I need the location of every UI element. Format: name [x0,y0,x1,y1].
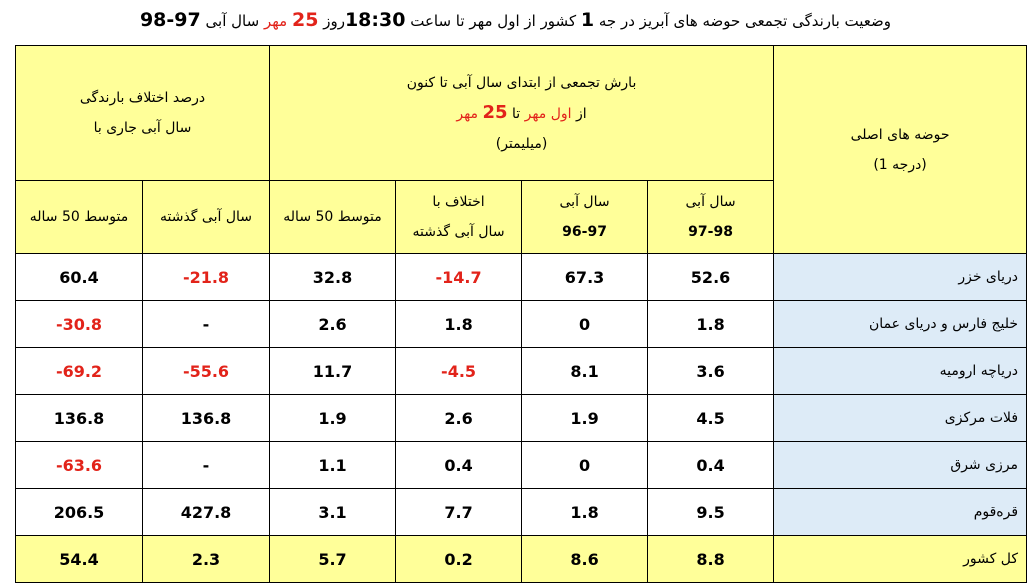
cell-pct-avg: -63.6 [16,442,143,489]
basin-name: دریاچه ارومیه [774,348,1027,395]
col-header-previous-year: سال آبی 96-97 [522,181,648,254]
rain-header-unit: (میلیمتر) [495,135,548,152]
cell-pct-avg: 206.5 [16,489,143,536]
title-text-3: روز [323,12,345,30]
basin-header-title: حوضه های اصلی [850,126,950,143]
rain-header-line1: بارش تجمعی از ابتدای سال آبی تا کنون [406,74,637,91]
basin-name: دریای خزر [774,254,1027,301]
col-header-avg: متوسط 50 ساله [270,181,396,254]
cell-previous: 0 [522,301,648,348]
cell-current: 52.6 [648,254,774,301]
table-row [16,254,1027,301]
cell-previous: 1.8 [522,489,648,536]
cell-avg: 1.1 [270,442,396,489]
cell-diff: 2.6 [396,395,522,442]
rain-header [270,46,774,181]
cell-pct-prev: - [143,301,270,348]
cell-pct-avg: 136.8 [16,395,143,442]
title-text-1: وضعیت بارندگی تجمعی حوضه های آبریز در جه [598,12,892,30]
col-header-pct-avg: متوسط 50 ساله [16,181,143,254]
cell-pct-prev: 136.8 [143,395,270,442]
title-time: 18:30 [344,9,406,31]
cell-current: 9.5 [648,489,774,536]
cell-avg: 5.7 [270,536,396,583]
basin-name: مرزی شرق [774,442,1027,489]
cell-current: 4.5 [648,395,774,442]
cell-pct-avg: -69.2 [16,348,143,395]
title-degree: 1 [580,9,595,31]
rainfall-table [15,45,1027,583]
rain-header-line2: از اول مهر تا 25 مهر [456,101,587,123]
table-row [16,301,1027,348]
col-header-current-year: سال آبی 97-98 [648,181,774,254]
cell-avg: 1.9 [270,395,396,442]
title-month: مهر [263,12,288,30]
cell-previous: 1.9 [522,395,648,442]
pct-header-line2: سال آبی جاری با [93,120,192,136]
cell-pct-prev: 427.8 [143,489,270,536]
cell-pct-avg: -30.8 [16,301,143,348]
basin-name: قره‌قوم [774,489,1027,536]
table-row [16,348,1027,395]
col-header-diff: اختلاف با سال آبی گذشته [396,181,522,254]
cell-avg: 2.6 [270,301,396,348]
cell-pct-prev: - [143,442,270,489]
cell-pct-prev: -21.8 [143,254,270,301]
col-header-pct-prev: سال آبی گذشته [143,181,270,254]
cell-diff: 7.7 [396,489,522,536]
cell-pct-prev: -55.6 [143,348,270,395]
cell-diff: 1.8 [396,301,522,348]
table-row [16,395,1027,442]
cell-pct-avg: 54.4 [16,536,143,583]
cell-previous: 8.1 [522,348,648,395]
basin-name: کل کشور [774,536,1027,583]
cell-avg: 11.7 [270,348,396,395]
title-text-2: کشور از اول مهر تا ساعت [410,12,577,30]
title-text-4: سال آبی [205,12,260,30]
basin-header-sub: (درجه 1) [873,156,927,173]
cell-previous: 67.3 [522,254,648,301]
total-row [16,536,1027,583]
basin-name: فلات مرکزی [774,395,1027,442]
cell-current: 8.8 [648,536,774,583]
cell-current: 3.6 [648,348,774,395]
cell-avg: 3.1 [270,489,396,536]
basin-header [774,46,1027,254]
cell-previous: 0 [522,442,648,489]
cell-diff: -14.7 [396,254,522,301]
cell-diff: -4.5 [396,348,522,395]
pct-header [16,46,270,181]
cell-avg: 32.8 [270,254,396,301]
cell-diff: 0.2 [396,536,522,583]
pct-header-line1: درصد اختلاف بارندگی [79,90,206,106]
cell-diff: 0.4 [396,442,522,489]
cell-current: 0.4 [648,442,774,489]
cell-pct-prev: 2.3 [143,536,270,583]
cell-current: 1.8 [648,301,774,348]
report-title [0,8,1031,33]
cell-previous: 8.6 [522,536,648,583]
basin-name: خلیج فارس و دریای عمان [774,301,1027,348]
title-day: 25 [291,9,319,31]
table-row [16,489,1027,536]
cell-pct-avg: 60.4 [16,254,143,301]
title-year: 97-98 [139,9,201,31]
table-row [16,442,1027,489]
